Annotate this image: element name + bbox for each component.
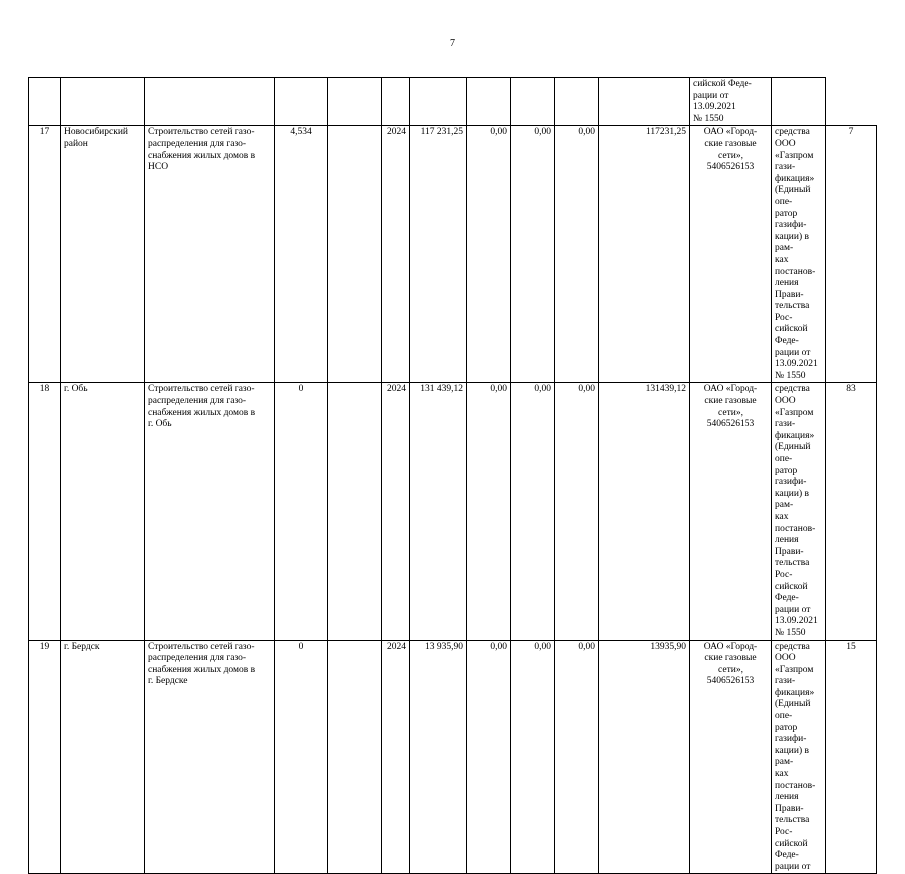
table-cell	[382, 78, 410, 126]
object-cell: Строительство сетей газо- распределения для газо- снабжения жилых домов в г. Обь	[145, 383, 275, 640]
funding-source-cell: средства ООО «Газпром гази- фикация» (Единый опе- ратор газифи- кации) в рам- ках постанов- ления Прави- тельства Рос- сийской Феде- рации от 13.09.2021 № 1550	[772, 383, 826, 640]
value-cell: 0,00	[555, 126, 599, 383]
row-number-cell: 19	[29, 640, 61, 874]
object-cell: Строительство сетей газо- распределения для газо- снабжения жилых домов в г. Бердске	[145, 640, 275, 874]
value-cell: 0,00	[467, 126, 511, 383]
total-cell: 13 935,90	[410, 640, 467, 874]
value-cell: 117231,25	[599, 126, 690, 383]
table-row	[29, 640, 877, 874]
last-value-cell: 7	[826, 126, 877, 383]
table-cell	[328, 640, 382, 874]
table-cell	[275, 78, 328, 126]
gasification-table	[28, 77, 877, 874]
table-cell	[328, 78, 382, 126]
value-cell: 13935,90	[599, 640, 690, 874]
value-cell: 0,00	[467, 640, 511, 874]
last-value-cell: 15	[826, 640, 877, 874]
value-cell: 0,00	[511, 383, 555, 640]
table-cell	[599, 78, 690, 126]
total-cell: 131 439,12	[410, 383, 467, 640]
table-row	[29, 126, 877, 383]
funding-source-cell: сийской Феде- рации от 13.09.2021 № 1550	[690, 78, 772, 126]
table-row-continuation	[29, 78, 877, 126]
district-cell: Новосибирский район	[61, 126, 145, 383]
page-number: 7	[450, 38, 455, 49]
row-number-cell: 18	[29, 383, 61, 640]
table-cell	[772, 78, 826, 126]
table-cell	[328, 383, 382, 640]
table-cell	[145, 78, 275, 126]
table-cell	[410, 78, 467, 126]
value-cell: 0,00	[467, 383, 511, 640]
table-cell	[61, 78, 145, 126]
year-cell: 2024	[382, 640, 410, 874]
value-cell: 0,00	[555, 640, 599, 874]
last-value-cell: 83	[826, 383, 877, 640]
table-cell	[29, 78, 61, 126]
table-cell	[555, 78, 599, 126]
value-cell: 0,00	[511, 640, 555, 874]
value-cell: 0,00	[511, 126, 555, 383]
district-cell: г. Бердск	[61, 640, 145, 874]
total-cell: 117 231,25	[410, 126, 467, 383]
length-cell: 0	[275, 640, 328, 874]
object-cell: Строительство сетей газо- распределения для газо- снабжения жилых домов в НСО	[145, 126, 275, 383]
funding-source-cell: средства ООО «Газпром гази- фикация» (Единый опе- ратор газифи- кации) в рам- ках постанов- ления Прави- тельства Рос- сийской Феде- рации от 13.09.2021 № 1550	[772, 126, 826, 383]
organization-cell: ОАО «Город- ские газовые сети», 5406526153	[690, 640, 772, 874]
district-cell: г. Обь	[61, 383, 145, 640]
table-cell	[467, 78, 511, 126]
organization-cell: ОАО «Город- ские газовые сети», 5406526153	[690, 126, 772, 383]
table-row	[29, 383, 877, 640]
length-cell: 4,534	[275, 126, 328, 383]
table-cell	[328, 126, 382, 383]
year-cell: 2024	[382, 126, 410, 383]
year-cell: 2024	[382, 383, 410, 640]
row-number-cell: 17	[29, 126, 61, 383]
value-cell: 0,00	[555, 383, 599, 640]
funding-source-cell: средства ООО «Газпром гази- фикация» (Единый опе- ратор газифи- кации) в рам- ках постанов- ления Прави- тельства Рос- сийской Феде- рации от	[772, 640, 826, 874]
length-cell: 0	[275, 383, 328, 640]
table-cell	[511, 78, 555, 126]
organization-cell: ОАО «Город- ские газовые сети», 5406526153	[690, 383, 772, 640]
value-cell: 131439,12	[599, 383, 690, 640]
